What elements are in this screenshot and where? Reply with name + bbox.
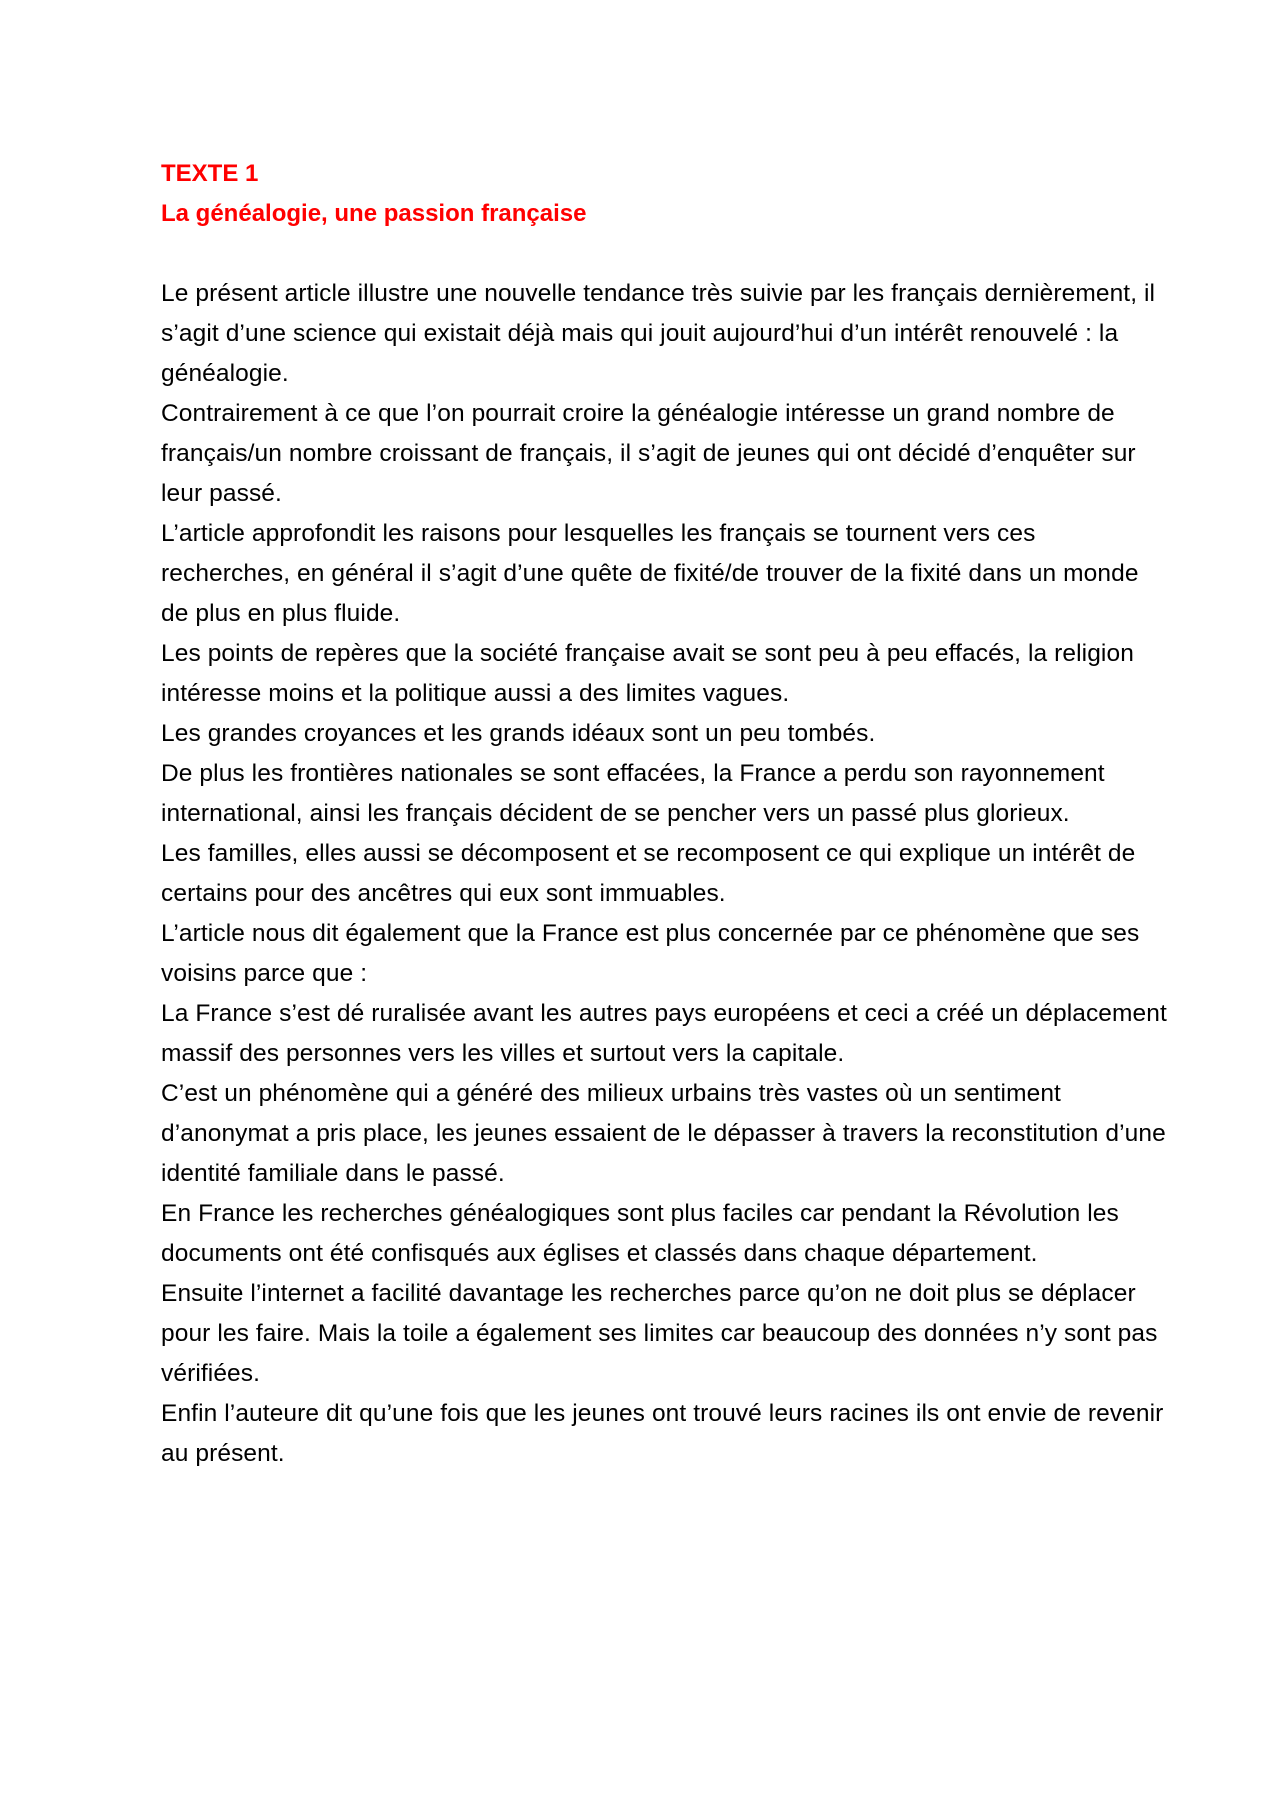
paragraph-10: C’est un phénomène qui a généré des milieux urbains très vastes où un sentiment d’anonymat a pris place, les jeunes essaient de le dépasser à travers la reconstitution d’une identité familiale dans le passé.: [161, 1080, 1166, 1187]
paragraph-5: Les grandes croyances et les grands idéaux sont un peu tombés.: [161, 720, 876, 747]
paragraph-12: Ensuite l’internet a facilité davantage les recherches parce qu’on ne doit plus se déplacer pour les faire. Mais la toile a également ses limites car beaucoup des données n’y sont pas vérifiées.: [161, 1280, 1158, 1387]
paragraph-9: La France s’est dé ruralisée avant les autres pays européens et ceci a créé un déplacement massif des personnes vers les villes et surtout vers la capitale.: [161, 1000, 1167, 1067]
paragraph-7: Les familles, elles aussi se décomposent et se recomposent ce qui explique un intérêt de certains pour des ancêtres qui eux sont immuables.: [161, 840, 1136, 907]
document-title: La généalogie, une passion française: [161, 200, 587, 227]
paragraph-4: Les points de repères que la société française avait se sont peu à peu effacés, la religion intéresse moins et la politique aussi a des limites vagues.: [161, 640, 1134, 707]
paragraph-1: Le présent article illustre une nouvelle tendance très suivie par les français dernièrement, il s’agit d’une science qui existait déjà mais qui jouit aujourd’hui d’un intérêt renouvelé : la généalogie.: [161, 280, 1156, 387]
document-content: [161, 154, 1171, 1474]
paragraph-2: Contrairement à ce que l’on pourrait croire la généalogie intéresse un grand nombre de français/un nombre croissant de français, il s’agit de jeunes qui ont décidé d’enquêter sur leur passé.: [161, 400, 1136, 507]
paragraph-6: De plus les frontières nationales se sont effacées, la France a perdu son rayonnement international, ainsi les français décident de se pencher vers un passé plus glorieux.: [161, 760, 1105, 827]
paragraph-3: L’article approfondit les raisons pour lesquelles les français se tournent vers ces recherches, en général il s’agit d’une quête de fixité/de trouver de la fixité dans un monde de plus en plus fluide.: [161, 520, 1139, 627]
document-label: TEXTE 1: [161, 160, 259, 187]
paragraph-11: En France les recherches généalogiques sont plus faciles car pendant la Révolution les documents ont été confisqués aux églises et classés dans chaque département.: [161, 1200, 1119, 1267]
title-spacer: [161, 234, 1171, 274]
paragraph-13: Enfin l’auteure dit qu’une fois que les jeunes ont trouvé leurs racines ils ont envie de revenir au présent.: [161, 1400, 1164, 1467]
paragraph-8: L’article nous dit également que la France est plus concernée par ce phénomène que ses voisins parce que :: [161, 920, 1140, 987]
